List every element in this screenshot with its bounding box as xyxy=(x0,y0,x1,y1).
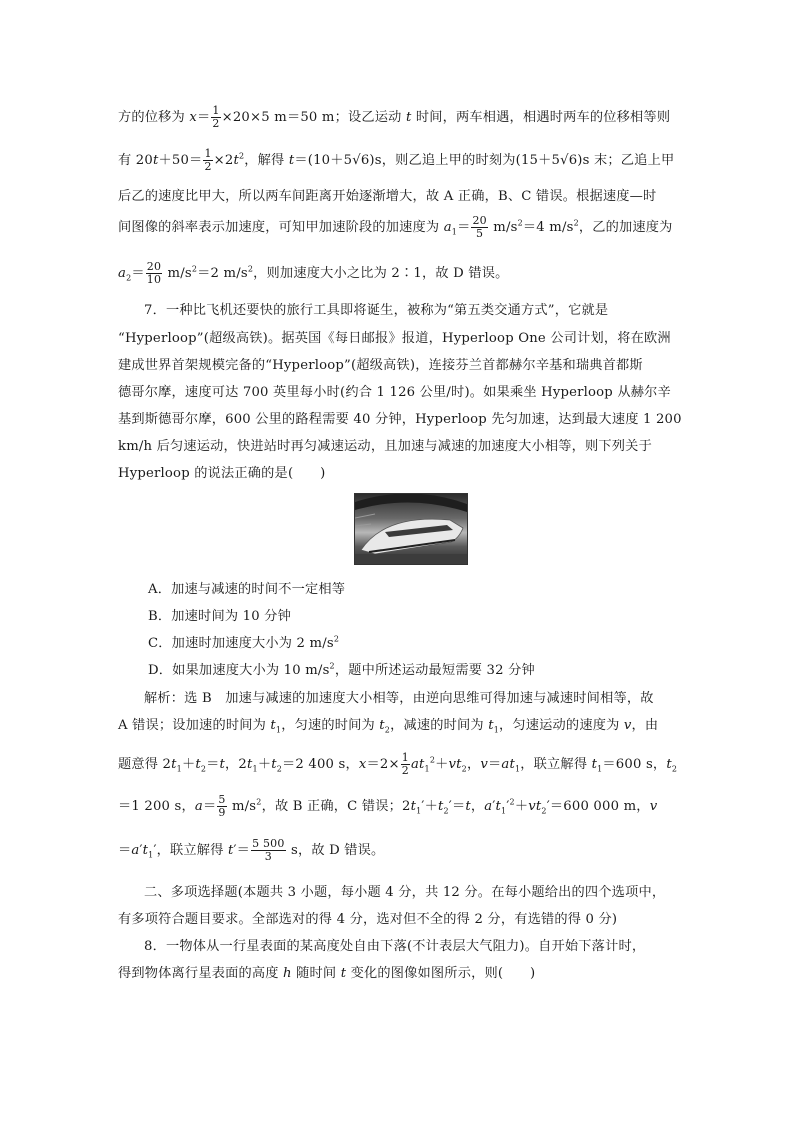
solution-line: 题意得 $2t_1+t_2=t$，$2t_1+t_2=2$ 400 s，x＝2× $\frac{1}{2}$ $at_1^2+vt_2$，$v=at_1$，联立解得 $t_1=600$ s，$t_2$ xyxy=(118,751,678,777)
fraction: $\frac{1}{2}$ xyxy=(212,104,220,130)
solution-line: $=a't_1'$，联立解得 t′＝ $\frac{5 500}{3}$ s，故 D 错误。 xyxy=(118,837,385,863)
section-heading: 二、多项选择题(本题共 3 小题，每小题 4 分，共 12 分。在每小题给出的四个选项中， xyxy=(144,885,666,900)
option-b: B．加速时间为 10 分钟 xyxy=(148,609,291,624)
train-photo xyxy=(354,493,468,565)
text-line: 基到斯德哥尔摩，600 公里的路程需要 40 分钟，Hyperloop 先匀加速，达到最大速度 1 200 xyxy=(118,412,682,427)
text-line: 方的位移为 x＝ $\frac{1}{2}$ ×20×5 m＝50 m；设乙运动 t 时间，两车相遇，相遇时两车的位移相等则 xyxy=(118,104,671,130)
fraction: $\frac{1}{2}$ xyxy=(401,751,409,777)
option-d: D．如果加速度大小为 10 $m/s^2$，题中所述运动最短需要 32 分钟 xyxy=(148,661,535,678)
fraction: $\frac{5 500}{3}$ xyxy=(252,837,285,863)
text-line: 德哥尔摩，速度可达 700 英里每小时(约合 1 126 公里/时)。如果乘坐 Hyperloop 从赫尔辛 xyxy=(118,385,671,400)
option-c: C．加速时加速度大小为 2 $m/s^2$ xyxy=(148,634,340,651)
option-a: A．加速与减速的时间不一定相等 xyxy=(148,582,346,597)
text-line: 有 20t＋50＝ $\frac{1}{2}$ $\times 2t^2$，解得 t＝(10＋5√6)s，则乙追上甲的时刻为(15＋5√6)s 末；乙追上甲 xyxy=(118,147,675,173)
text-line: km/h 后匀速运动，快进站时再匀减速运动，且加速与减速的加速度大小相等，则下列关于 xyxy=(118,439,652,454)
text-line: $a_2=$ $\frac{20}{10}$ $m/s^2=2$ $m/s^2$，则加速度大小之比为 2∶1，故 D 错误。 xyxy=(118,260,509,286)
solution-line: A 错误；设加速的时间为 $t_1$，匀速的时间为 $t_2$，减速的时间为 $t_1$，匀速运动的速度为 v，由 xyxy=(118,718,659,735)
text-line: 有多项符合题目要求。全部选对的得 4 分，选对但不全的得 2 分，有选错的得 0 分) xyxy=(118,912,618,927)
fraction: $\frac{5}{9}$ xyxy=(218,793,226,819)
text-line: 后乙的速度比甲大，所以两车间距离开始逐渐增大，故 A 正确，B、C 错误。根据速度—时 xyxy=(118,189,657,204)
question-7: 7．一种比飞机还要快的旅行工具即将诞生，被称为“第五类交通方式”，它就是 xyxy=(144,303,609,318)
fraction: $\frac{20}{5}$ xyxy=(472,214,487,240)
question-8: 8．一物体从一行星表面的某高度处自由下落(不计表层大气阻力)。自开始下落计时， xyxy=(144,939,646,954)
solution-line: 解析：选 B 加速与减速的加速度大小相等，由逆向思维可得加速与减速时间相等，故 xyxy=(144,691,654,706)
text-line: “Hyperloop”(超级高铁)。据英国《每日邮报》报道，Hyperloop One 公司计划，将在欧洲 xyxy=(118,331,671,346)
text-line: Hyperloop 的说法正确的是( ) xyxy=(118,466,326,481)
train-illustration xyxy=(355,494,467,564)
text-line: 间图像的斜率表示加速度，可知甲加速阶段的加速度为 $a_1=$ $\frac{20}{5}$ $m/s^2=4$ $m/s^2$，乙的加速度为 xyxy=(118,214,673,240)
fraction: $\frac{1}{2}$ xyxy=(204,147,212,173)
text-line: 得到物体离行星表面的高度 h 随时间 t 变化的图像如图所示，则( ) xyxy=(118,966,536,981)
solution-line: ＝1 200 s，a＝ $\frac{5}{9}$ $m/s^2$，故 B 正确，C 错误；$2t_1'+t_2'=t$，$a't_1'^2+vt_2'=600$ 000 m，v xyxy=(118,793,658,819)
fraction: $\frac{20}{10}$ xyxy=(146,260,162,286)
text-line: 建成世界首架规模完备的“Hyperloop”(超级高铁)，连接芬兰首都赫尔辛基和瑞典首都斯 xyxy=(118,358,643,373)
